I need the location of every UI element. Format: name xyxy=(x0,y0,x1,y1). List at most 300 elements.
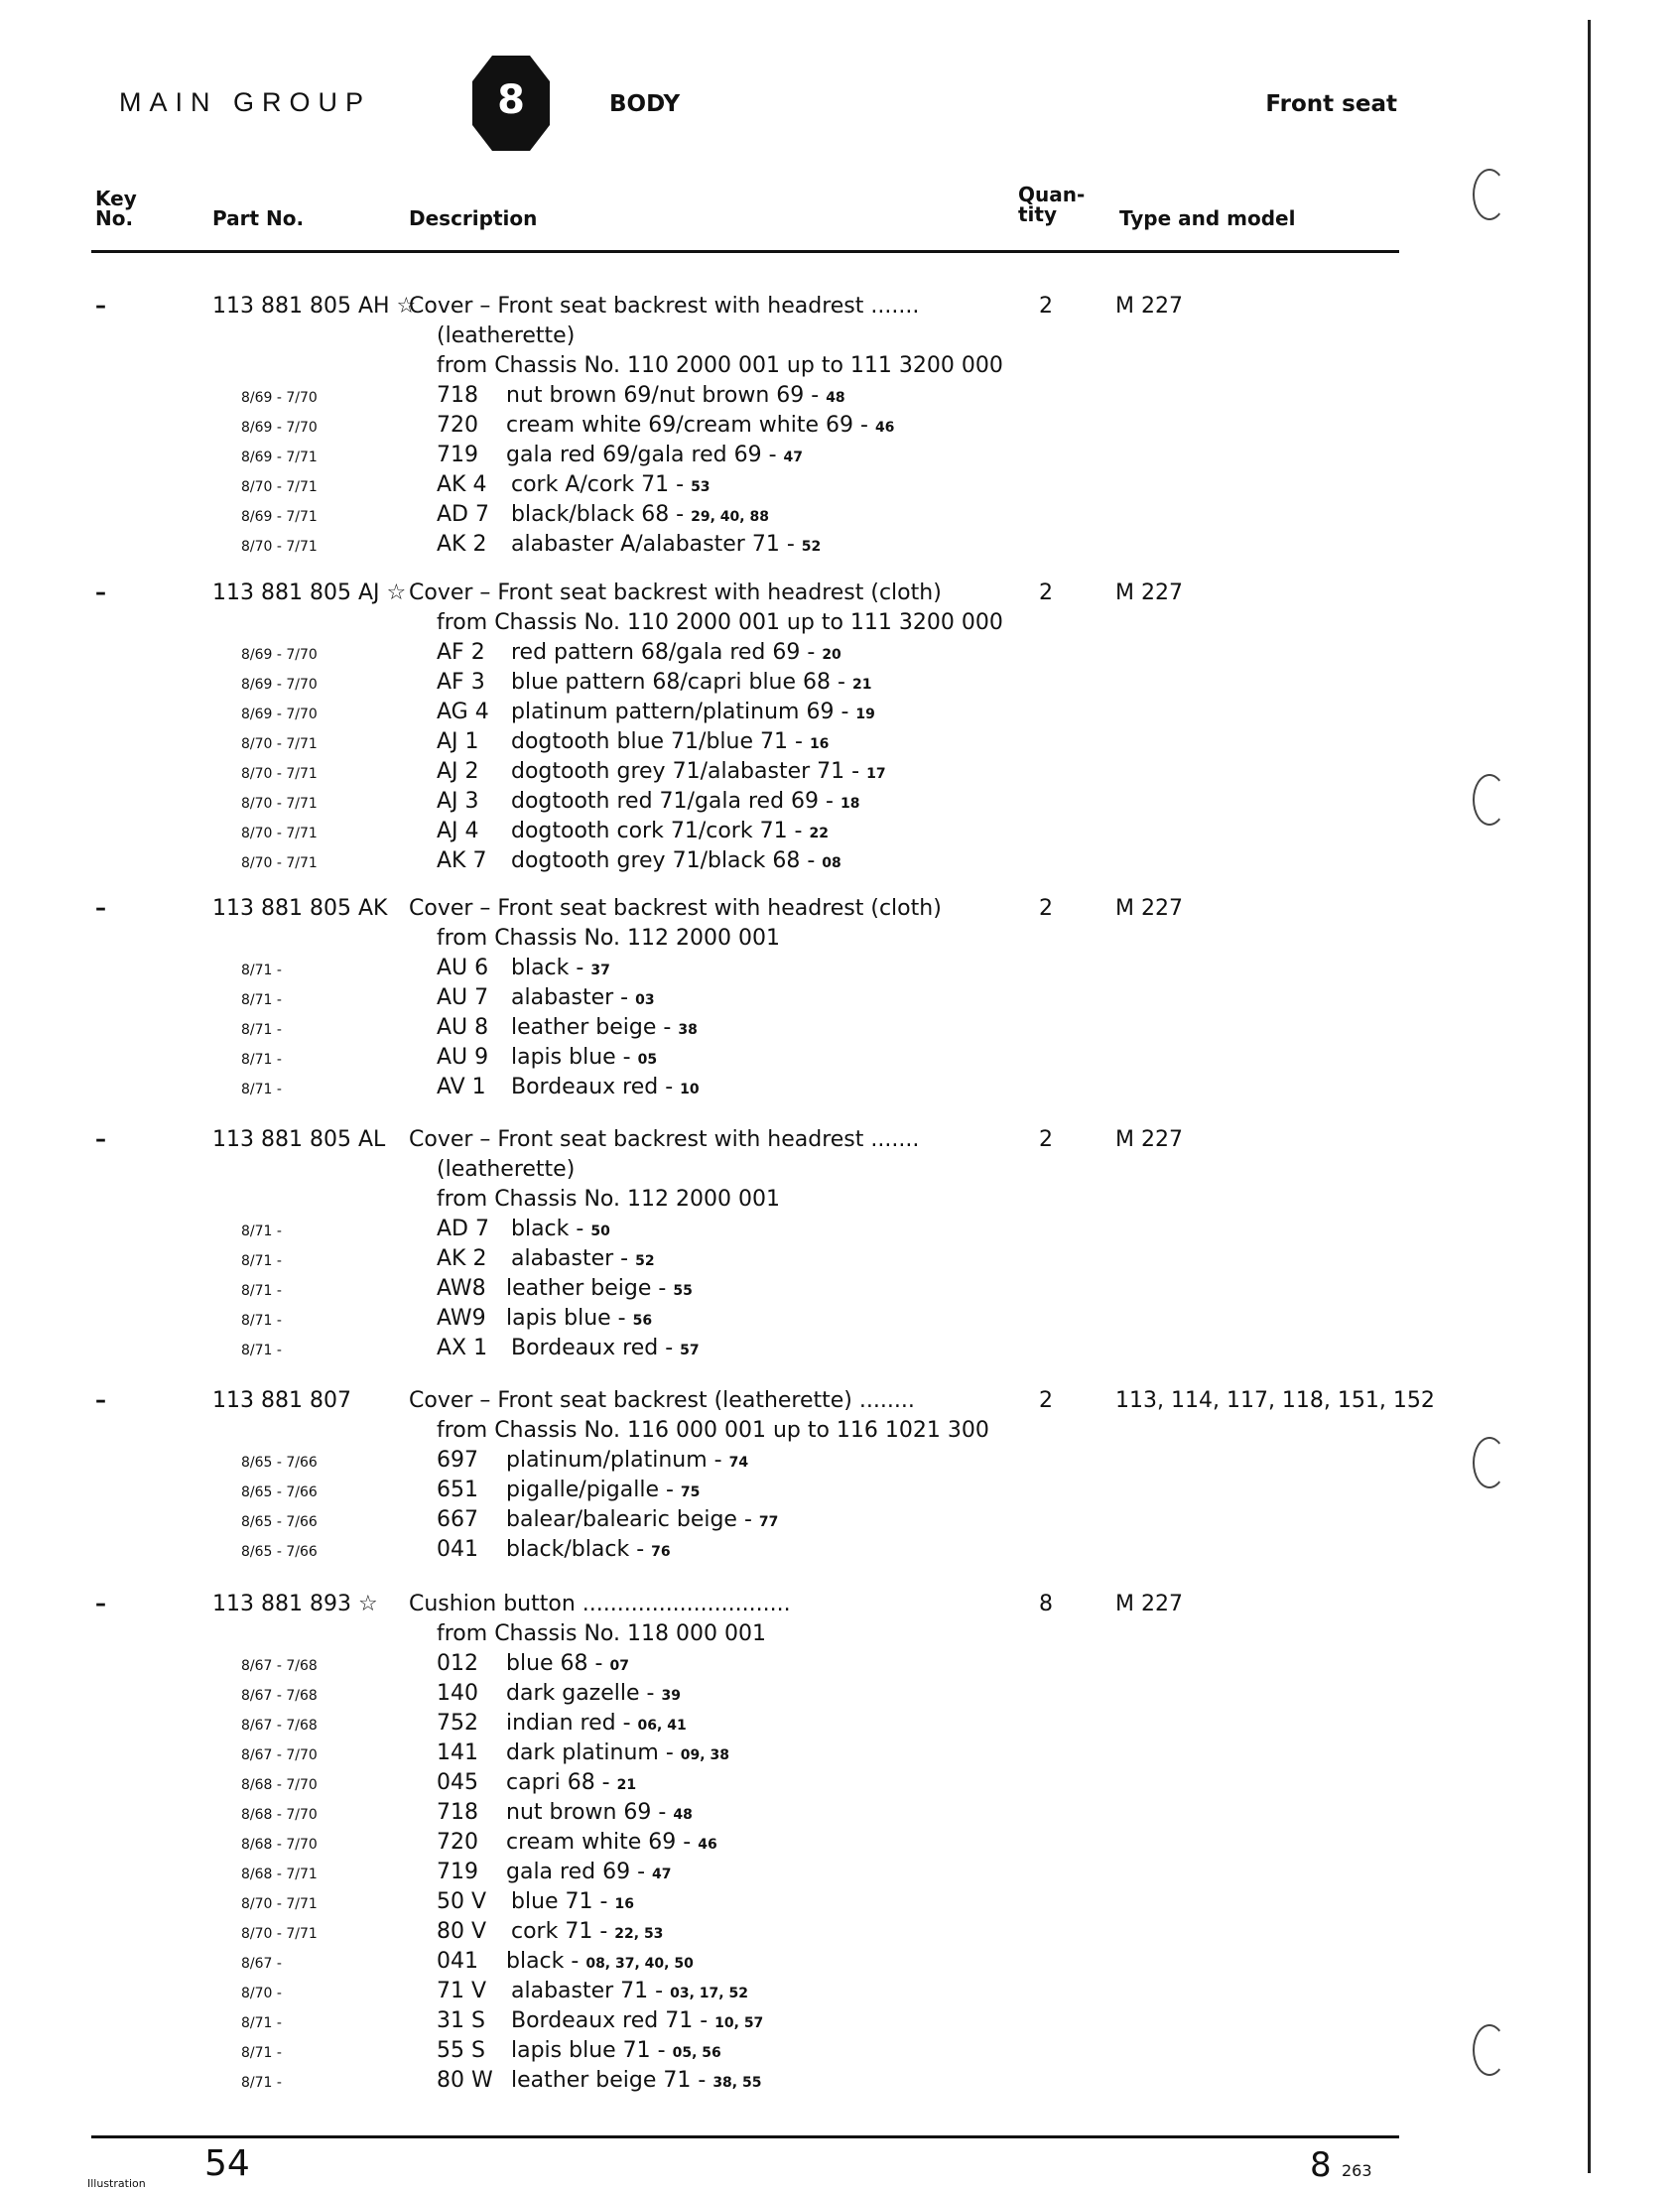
illustration-ref: 52 xyxy=(635,1253,655,1269)
part-model: M 227 xyxy=(1115,1592,1183,1616)
color-row xyxy=(0,1889,1680,1919)
color-row xyxy=(0,670,1680,700)
illustration-ref: 75 xyxy=(680,1484,701,1500)
color-name xyxy=(506,1448,748,1473)
color-name xyxy=(511,729,829,754)
color-name xyxy=(511,502,769,527)
part-description: Cover – Front seat backrest with headrest ....... xyxy=(409,1127,920,1152)
punch-hole xyxy=(1473,1437,1506,1488)
illustration-ref: 16 xyxy=(809,736,830,752)
color-name xyxy=(511,789,859,814)
color-code: 80 W xyxy=(437,2068,493,2093)
col-quantity-header-line2: tity xyxy=(1018,202,1058,226)
illustration-ref: 07 xyxy=(609,1658,629,1674)
color-code: AD 7 xyxy=(437,502,489,527)
key-number: – xyxy=(95,580,106,605)
color-name xyxy=(511,670,871,695)
illustration-ref: 22, 53 xyxy=(614,1926,664,1942)
date-range: 8/70 - 7/71 xyxy=(241,1926,318,1942)
color-code: 71 V xyxy=(437,1979,487,2003)
color-name-text: dark gazelle - xyxy=(506,1681,655,1706)
note-text: from Chassis No. 118 000 001 xyxy=(437,1621,766,1646)
color-code: 697 xyxy=(437,1448,478,1473)
color-name-text: cream white 69/cream white 69 - xyxy=(506,413,868,438)
key-number: – xyxy=(95,1592,106,1616)
color-code: 55 S xyxy=(437,2038,485,2063)
color-row xyxy=(0,1537,1680,1567)
color-row xyxy=(0,2068,1680,2098)
color-row xyxy=(0,1979,1680,2008)
part-quantity: 2 xyxy=(1039,1127,1053,1152)
color-name xyxy=(511,700,875,724)
date-range: 8/71 - xyxy=(241,1022,282,1038)
date-range: 8/68 - 7/70 xyxy=(241,1807,318,1823)
color-row xyxy=(0,1336,1680,1365)
page-group: 8 xyxy=(1310,2145,1332,2185)
date-range: 8/71 - xyxy=(241,1343,282,1358)
color-row xyxy=(0,1711,1680,1740)
color-row xyxy=(0,502,1680,532)
color-code: AK 7 xyxy=(437,848,487,873)
note-text: from Chassis No. 110 2000 001 up to 111 3200 000 xyxy=(437,353,1003,378)
section-title: BODY xyxy=(609,91,681,117)
color-name xyxy=(511,1979,748,2003)
color-name-text: dogtooth red 71/gala red 69 - xyxy=(511,789,834,814)
color-code: 012 xyxy=(437,1651,478,1676)
color-code: 720 xyxy=(437,413,478,438)
color-name xyxy=(511,1045,657,1070)
part-quantity: 2 xyxy=(1039,580,1053,605)
illustration-ref: 03 xyxy=(635,992,655,1008)
color-row xyxy=(0,2008,1680,2038)
date-range: 8/71 - xyxy=(241,2015,282,2031)
color-row xyxy=(0,1478,1680,1507)
date-range: 8/71 - xyxy=(241,1253,282,1269)
date-range: 8/71 - xyxy=(241,1313,282,1329)
color-row xyxy=(0,2038,1680,2068)
color-name xyxy=(506,1949,694,1974)
col-part-header: Part No. xyxy=(212,206,305,230)
color-code: AU 6 xyxy=(437,956,489,980)
color-row xyxy=(0,1448,1680,1478)
date-range: 8/70 - 7/71 xyxy=(241,1896,318,1912)
color-code: 719 xyxy=(437,1860,478,1884)
illustration-ref: 08, 37, 40, 50 xyxy=(585,1956,694,1972)
color-code: AW8 xyxy=(437,1276,486,1301)
color-code: 041 xyxy=(437,1949,478,1974)
color-name-text: dogtooth grey 71/black 68 - xyxy=(511,848,816,873)
color-name-text: capri 68 - xyxy=(506,1770,610,1795)
color-name-text: gala red 69 - xyxy=(506,1860,646,1884)
color-name xyxy=(511,985,655,1010)
date-range: 8/67 - 7/70 xyxy=(241,1747,318,1763)
date-range: 8/70 - 7/71 xyxy=(241,766,318,782)
color-code: AK 4 xyxy=(437,472,487,497)
part-description: Cover – Front seat backrest (leatherette) ........ xyxy=(409,1388,915,1413)
key-number: – xyxy=(95,294,106,319)
date-range: 8/71 - xyxy=(241,963,282,978)
color-name xyxy=(506,1800,693,1825)
color-name-text: black/black 68 - xyxy=(511,502,685,527)
date-range: 8/69 - 7/71 xyxy=(241,450,318,465)
color-name-text: black/black - xyxy=(506,1537,645,1562)
date-range: 8/69 - 7/70 xyxy=(241,647,318,663)
color-name xyxy=(511,1336,700,1360)
part-number: 113 881 805 AH ☆ xyxy=(212,294,417,319)
date-range: 8/67 - 7/68 xyxy=(241,1688,318,1704)
date-range: 8/69 - 7/70 xyxy=(241,677,318,693)
color-code: 31 S xyxy=(437,2008,485,2033)
color-row xyxy=(0,1075,1680,1104)
color-row xyxy=(0,1015,1680,1045)
color-name xyxy=(511,1246,655,1271)
part-quantity: 2 xyxy=(1039,896,1053,921)
color-code: AJ 4 xyxy=(437,819,479,843)
part-quantity: 8 xyxy=(1039,1592,1053,1616)
color-code: 141 xyxy=(437,1740,478,1765)
date-range: 8/70 - 7/71 xyxy=(241,479,318,495)
color-row xyxy=(0,819,1680,848)
color-name xyxy=(506,1681,681,1706)
color-name xyxy=(506,413,894,438)
color-name-text: dogtooth blue 71/blue 71 - xyxy=(511,729,803,754)
color-name-text: dogtooth grey 71/alabaster 71 - xyxy=(511,759,860,784)
color-row xyxy=(0,640,1680,670)
note-line xyxy=(0,353,1680,383)
color-code: AU 7 xyxy=(437,985,489,1010)
part-description: Cushion button .............................. xyxy=(409,1592,791,1616)
color-code: AU 8 xyxy=(437,1015,489,1040)
note-line xyxy=(0,1621,1680,1651)
note-text: from Chassis No. 112 2000 001 xyxy=(437,926,780,951)
color-name xyxy=(506,1507,778,1532)
color-name xyxy=(511,1919,663,1944)
color-name-text: alabaster - xyxy=(511,1246,629,1271)
illustration-ref: 57 xyxy=(680,1343,700,1358)
note-text: from Chassis No. 116 000 001 up to 116 1021 300 xyxy=(437,1418,989,1443)
color-name-text: nut brown 69 - xyxy=(506,1800,667,1825)
part-description: Cover – Front seat backrest with headrest ....... xyxy=(409,294,920,319)
color-code: 752 xyxy=(437,1711,478,1736)
color-row xyxy=(0,472,1680,502)
color-name xyxy=(506,1276,693,1301)
color-name xyxy=(506,1770,636,1795)
color-row xyxy=(0,1949,1680,1979)
col-description-header: Description xyxy=(409,206,538,230)
illustration-ref: 48 xyxy=(826,390,845,406)
date-range: 8/71 - xyxy=(241,1082,282,1097)
color-row xyxy=(0,1651,1680,1681)
color-code: AJ 3 xyxy=(437,789,479,814)
key-number: – xyxy=(95,896,106,921)
color-name-text: Bordeaux red - xyxy=(511,1336,674,1360)
note-line xyxy=(0,1157,1680,1187)
date-range: 8/65 - 7/66 xyxy=(241,1455,318,1471)
illustration-ref: 05, 56 xyxy=(672,2045,721,2061)
color-name xyxy=(506,1860,672,1884)
color-row xyxy=(0,700,1680,729)
color-name-text: nut brown 69/nut brown 69 - xyxy=(506,383,820,408)
color-name-text: black - xyxy=(511,956,584,980)
color-row xyxy=(0,1919,1680,1949)
note-line xyxy=(0,610,1680,640)
part-model: M 227 xyxy=(1115,580,1183,605)
color-row xyxy=(0,1800,1680,1830)
date-range: 8/70 - 7/71 xyxy=(241,855,318,871)
date-range: 8/71 - xyxy=(241,2045,282,2061)
date-range: 8/71 - xyxy=(241,1052,282,1068)
color-row xyxy=(0,443,1680,472)
color-code: 719 xyxy=(437,443,478,467)
color-row xyxy=(0,1740,1680,1770)
color-name xyxy=(511,2038,721,2063)
color-name xyxy=(506,1478,700,1502)
note-text: (leatherette) xyxy=(437,1157,576,1182)
part-number: 113 881 807 xyxy=(212,1388,351,1413)
date-range: 8/71 - xyxy=(241,1283,282,1299)
date-range: 8/65 - 7/66 xyxy=(241,1484,318,1500)
color-name xyxy=(506,1830,717,1855)
part-model: M 227 xyxy=(1115,896,1183,921)
illustration-ref: 55 xyxy=(673,1283,693,1299)
color-row xyxy=(0,985,1680,1015)
date-range: 8/70 - 7/71 xyxy=(241,796,318,812)
illustration-ref: 17 xyxy=(866,766,886,782)
key-number: – xyxy=(95,1388,106,1413)
part-quantity: 2 xyxy=(1039,1388,1053,1413)
color-name xyxy=(511,2008,763,2033)
header-rule xyxy=(91,250,1399,253)
group-number: 8 xyxy=(497,77,525,123)
illustration-ref: 18 xyxy=(840,796,860,812)
color-code: 667 xyxy=(437,1507,478,1532)
illustration-ref: 47 xyxy=(783,450,803,465)
color-name-text: cream white 69 - xyxy=(506,1830,692,1855)
part-number: 113 881 805 AL xyxy=(212,1127,386,1152)
color-name-text: lapis blue 71 - xyxy=(511,2038,666,2063)
color-name xyxy=(511,640,841,665)
date-range: 8/71 - xyxy=(241,1224,282,1239)
color-name xyxy=(511,956,610,980)
color-name xyxy=(506,443,803,467)
color-code: 041 xyxy=(437,1537,478,1562)
color-name-text: blue 71 - xyxy=(511,1889,608,1914)
color-code: AJ 2 xyxy=(437,759,479,784)
date-range: 8/65 - 7/66 xyxy=(241,1544,318,1560)
date-range: 8/67 - xyxy=(241,1956,282,1972)
part-model: M 227 xyxy=(1115,1127,1183,1152)
date-range: 8/69 - 7/70 xyxy=(241,420,318,436)
color-name-text: leather beige 71 - xyxy=(511,2068,707,2093)
note-line xyxy=(0,323,1680,353)
color-row xyxy=(0,1860,1680,1889)
illustration-ref: 05 xyxy=(637,1052,658,1068)
color-row xyxy=(0,848,1680,878)
note-text: (leatherette) xyxy=(437,323,576,348)
part-description: Cover – Front seat backrest with headrest (cloth) xyxy=(409,580,942,605)
illustration-ref: 46 xyxy=(698,1837,717,1853)
color-name xyxy=(506,1306,652,1331)
date-range: 8/68 - 7/70 xyxy=(241,1777,318,1793)
color-code: 718 xyxy=(437,1800,478,1825)
illustration-ref: 47 xyxy=(652,1867,672,1882)
binder-edge xyxy=(1588,20,1591,2173)
note-text: from Chassis No. 110 2000 001 up to 111 3200 000 xyxy=(437,610,1003,635)
color-row xyxy=(0,1770,1680,1800)
color-name xyxy=(511,819,829,843)
date-range: 8/69 - 7/70 xyxy=(241,390,318,406)
main-group-title: MAIN GROUP xyxy=(119,87,372,117)
color-code: AF 3 xyxy=(437,670,485,695)
color-code: AK 2 xyxy=(437,532,487,557)
illustration-ref: 52 xyxy=(801,539,822,555)
color-name-text: balear/balearic beige - xyxy=(506,1507,752,1532)
illustration-ref: 76 xyxy=(651,1544,671,1560)
illustration-number: 54 xyxy=(204,2143,250,2184)
color-name-text: Bordeaux red 71 - xyxy=(511,2008,709,2033)
color-row xyxy=(0,1306,1680,1336)
note-line xyxy=(0,1187,1680,1217)
color-code: AV 1 xyxy=(437,1075,486,1099)
col-type-model-header: Type and model xyxy=(1119,206,1296,230)
color-name-text: lapis blue - xyxy=(506,1306,626,1331)
col-quantity-header-line1: Quan- xyxy=(1018,183,1086,206)
color-name-text: cork 71 - xyxy=(511,1919,608,1944)
color-code: 720 xyxy=(437,1830,478,1855)
color-row xyxy=(0,789,1680,819)
color-name-text: black - xyxy=(506,1949,580,1974)
color-row xyxy=(0,1681,1680,1711)
color-name xyxy=(506,1740,729,1765)
illustration-ref: 03, 17, 52 xyxy=(670,1986,748,2001)
color-name-text: platinum pattern/platinum 69 - xyxy=(511,700,849,724)
illustration-label: Illustration xyxy=(87,2177,146,2190)
illustration-ref: 48 xyxy=(673,1807,693,1823)
color-code: 651 xyxy=(437,1478,478,1502)
date-range: 8/67 - 7/68 xyxy=(241,1658,318,1674)
color-row xyxy=(0,956,1680,985)
subsection-title: Front seat xyxy=(1265,91,1397,117)
color-code: AU 9 xyxy=(437,1045,489,1070)
color-name xyxy=(511,1075,700,1099)
illustration-ref: 19 xyxy=(855,707,875,722)
color-code: 140 xyxy=(437,1681,478,1706)
color-name xyxy=(506,1537,671,1562)
color-name-text: leather beige - xyxy=(506,1276,667,1301)
color-name-text: dogtooth cork 71/cork 71 - xyxy=(511,819,803,843)
date-range: 8/67 - 7/68 xyxy=(241,1718,318,1734)
color-name xyxy=(511,1015,698,1040)
note-line xyxy=(0,1418,1680,1448)
date-range: 8/69 - 7/71 xyxy=(241,509,318,525)
color-name-text: Bordeaux red - xyxy=(511,1075,674,1099)
color-row xyxy=(0,383,1680,413)
date-range: 8/69 - 7/70 xyxy=(241,707,318,722)
part-number: 113 881 893 ☆ xyxy=(212,1592,378,1616)
illustration-ref: 06, 41 xyxy=(637,1718,687,1734)
illustration-ref: 22 xyxy=(809,826,829,841)
key-number: – xyxy=(95,1127,106,1152)
color-name xyxy=(506,383,845,408)
col-key-header-line1: Key xyxy=(95,187,137,210)
color-name xyxy=(511,532,821,557)
color-name xyxy=(511,848,841,873)
date-range: 8/70 - xyxy=(241,1986,282,2001)
color-code: AX 1 xyxy=(437,1336,488,1360)
color-name-text: pigalle/pigalle - xyxy=(506,1478,674,1502)
color-name-text: leather beige - xyxy=(511,1015,672,1040)
color-name xyxy=(511,2068,761,2093)
color-name-text: dark platinum - xyxy=(506,1740,674,1765)
part-quantity: 2 xyxy=(1039,294,1053,319)
color-name-text: red pattern 68/gala red 69 - xyxy=(511,640,816,665)
color-code: 80 V xyxy=(437,1919,487,1944)
color-row xyxy=(0,1045,1680,1075)
color-code: 045 xyxy=(437,1770,478,1795)
date-range: 8/71 - xyxy=(241,992,282,1008)
group-badge xyxy=(468,52,554,155)
color-code: 50 V xyxy=(437,1889,487,1914)
illustration-ref: 77 xyxy=(758,1514,779,1530)
illustration-ref: 20 xyxy=(822,647,841,663)
part-description: Cover – Front seat backrest with headrest (cloth) xyxy=(409,896,942,921)
color-name xyxy=(506,1651,629,1676)
date-range: 8/68 - 7/70 xyxy=(241,1837,318,1853)
color-name-text: alabaster A/alabaster 71 - xyxy=(511,532,795,557)
punch-hole xyxy=(1473,774,1506,826)
illustration-ref: 50 xyxy=(590,1224,610,1239)
illustration-ref: 16 xyxy=(614,1896,634,1912)
illustration-ref: 38 xyxy=(678,1022,698,1038)
illustration-ref: 29, 40, 88 xyxy=(691,509,769,525)
color-code: AJ 1 xyxy=(437,729,479,754)
date-range: 8/70 - 7/71 xyxy=(241,826,318,841)
color-code: AW9 xyxy=(437,1306,486,1331)
part-number: 113 881 805 AJ ☆ xyxy=(212,580,407,605)
color-row xyxy=(0,729,1680,759)
illustration-ref: 21 xyxy=(616,1777,637,1793)
date-range: 8/71 - xyxy=(241,2075,282,2091)
punch-hole xyxy=(1473,2024,1506,2076)
illustration-ref: 08 xyxy=(822,855,841,871)
color-name-text: platinum/platinum - xyxy=(506,1448,722,1473)
color-code: AG 4 xyxy=(437,700,489,724)
color-name xyxy=(511,759,886,784)
note-text: from Chassis No. 112 2000 001 xyxy=(437,1187,780,1212)
punch-hole xyxy=(1473,169,1506,220)
color-name-text: gala red 69/gala red 69 - xyxy=(506,443,777,467)
color-name-text: alabaster - xyxy=(511,985,629,1010)
footer-rule xyxy=(91,2135,1399,2138)
part-model: 113, 114, 117, 118, 151, 152 xyxy=(1115,1388,1435,1413)
illustration-ref: 10, 57 xyxy=(714,2015,764,2031)
color-row xyxy=(0,532,1680,562)
illustration-ref: 74 xyxy=(728,1455,749,1471)
color-row xyxy=(0,759,1680,789)
color-row xyxy=(0,1830,1680,1860)
illustration-ref: 46 xyxy=(874,420,895,436)
part-model: M 227 xyxy=(1115,294,1183,319)
date-range: 8/70 - 7/71 xyxy=(241,736,318,752)
col-key-header-line2: No. xyxy=(95,206,134,230)
col-quantity-header xyxy=(1018,185,1085,224)
color-row xyxy=(0,1276,1680,1306)
illustration-ref: 39 xyxy=(661,1688,681,1704)
color-name-text: lapis blue - xyxy=(511,1045,631,1070)
color-name xyxy=(511,1217,610,1241)
date-range: 8/65 - 7/66 xyxy=(241,1514,318,1530)
illustration-ref: 09, 38 xyxy=(680,1747,729,1763)
